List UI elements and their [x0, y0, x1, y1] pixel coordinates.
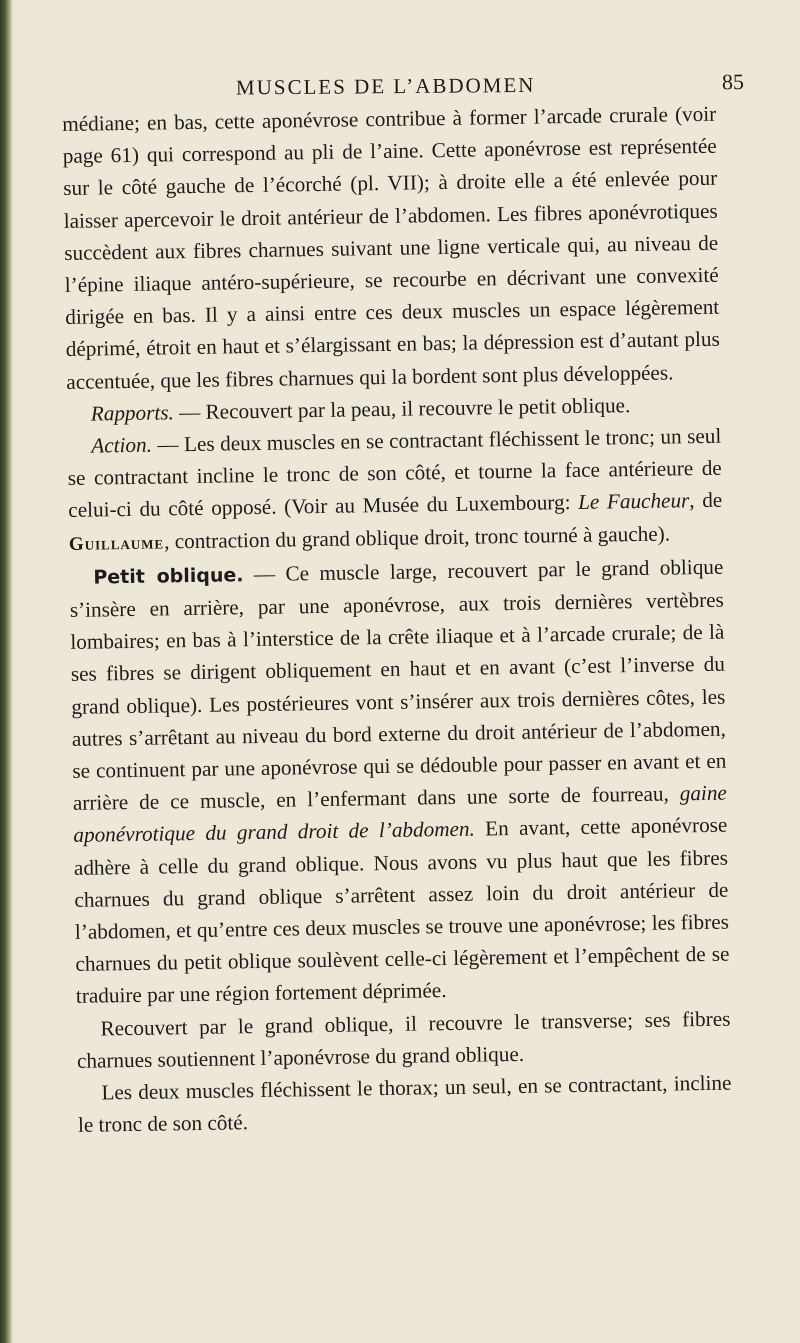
paragraph-recouvert: Recouvert par le grand oblique, il recouvre le transverse; ses fibres charnues soutiennent l’aponévrose du grand oblique. — [76, 1006, 731, 1073]
artwork-title: Le Faucheur — [577, 488, 690, 515]
action-text-c: , contraction du grand oblique droit, tronc tourné à gauche). — [163, 521, 671, 554]
artist-name: Guillaume — [68, 532, 165, 555]
petit-oblique-heading: Petit oblique. — [93, 564, 244, 589]
paragraph-petit-oblique — [69, 551, 730, 1013]
paragraph-flechissent: Les deux muscles fléchissent le thorax; un seul, en se contractant, incline le tronc de son côté. — [77, 1070, 732, 1138]
paragraph-continuation: médiane; en bas, cette aponévrose contribue à former l’arcade crurale (voir page 61) qui correspond au pli de l’aine. Cette aponévrose est représentée sur le côté gauche de l’écorché (pl. VII); à droite elle a été enlevée pour laisser apercevoir le droit antérieur de l’abdomen. Les fibres aponévrotiques succèdent aux fibres charnues suivant une ligne verticale qui, au niveau de l’épine iliaque antéro-supérieure, se recourbe en décrivant une convexité dirigée en bas. Il y a ainsi entre ces deux muscles un espace légèrement déprimé, étroit en haut et s’élargissant en bas; la dépression est d’autant plus accentuée, que les fibres charnues qui la bordent sont plus développées. — [62, 101, 720, 394]
rapports-text: — Recouvert par la peau, il recouvre le petit oblique. — [173, 392, 631, 425]
gaine-term: gaine aponévrotique du grand droit de l’abdomen. — [73, 780, 728, 848]
petit-oblique-text: — Ce muscle large, recouvert par le grand oblique s’insère en arrière, par une aponévrose, aux trois dernières vertèbres lombaires; en bas à l’interstice de la crête iliaque et à l’arcade crurale; de là ses fibres se dirigent obliquement en haut et en avant (c’est l’inverse du grand oblique). Les postérieures vont s’insérer aux trois dernières côtes, les autres s’arrêtant au niveau du bord externe du droit antérieur de l’abdomen, se continuent par une aponévrose qui se dédouble pour passer en avant et en arrière de ce muscle, en l’enfermant dans une sorte de fourreau, — [69, 554, 727, 816]
running-title: MUSCLES DE L’ABDOMEN — [235, 72, 536, 100]
page-number: 85 — [721, 69, 745, 95]
paragraph-action — [67, 420, 723, 561]
petit-oblique-text-b: En avant, cette aponévrose adhère à celle du grand oblique. Nous avons vu plus haut que les fibres charnues du grand oblique s’arrêtent assez loin du droit antérieur de l’abdomen, et qu’entre ces deux muscles se trouve une aponévrose; les fibres charnues du petit oblique soulèvent celle-ci légèrement et l’empêchent de se traduire par une région fortement déprimée. — [73, 813, 730, 1009]
book-binding-edge — [0, 0, 12, 1343]
body-text — [62, 98, 732, 1142]
book-page — [14, 0, 800, 1343]
action-text-b: , de — [689, 488, 723, 513]
rapports-label: Rapports. — [90, 400, 174, 426]
action-label: Action. — [91, 432, 153, 458]
action-text: — Les deux muscles en se contractant fléchissent le tronc; un seul se contractant incline le tronc de son côté, et tourne la face antérieure de celui-ci du côté opposé. (Voir au Musée du Luxembourg: — [67, 423, 722, 523]
